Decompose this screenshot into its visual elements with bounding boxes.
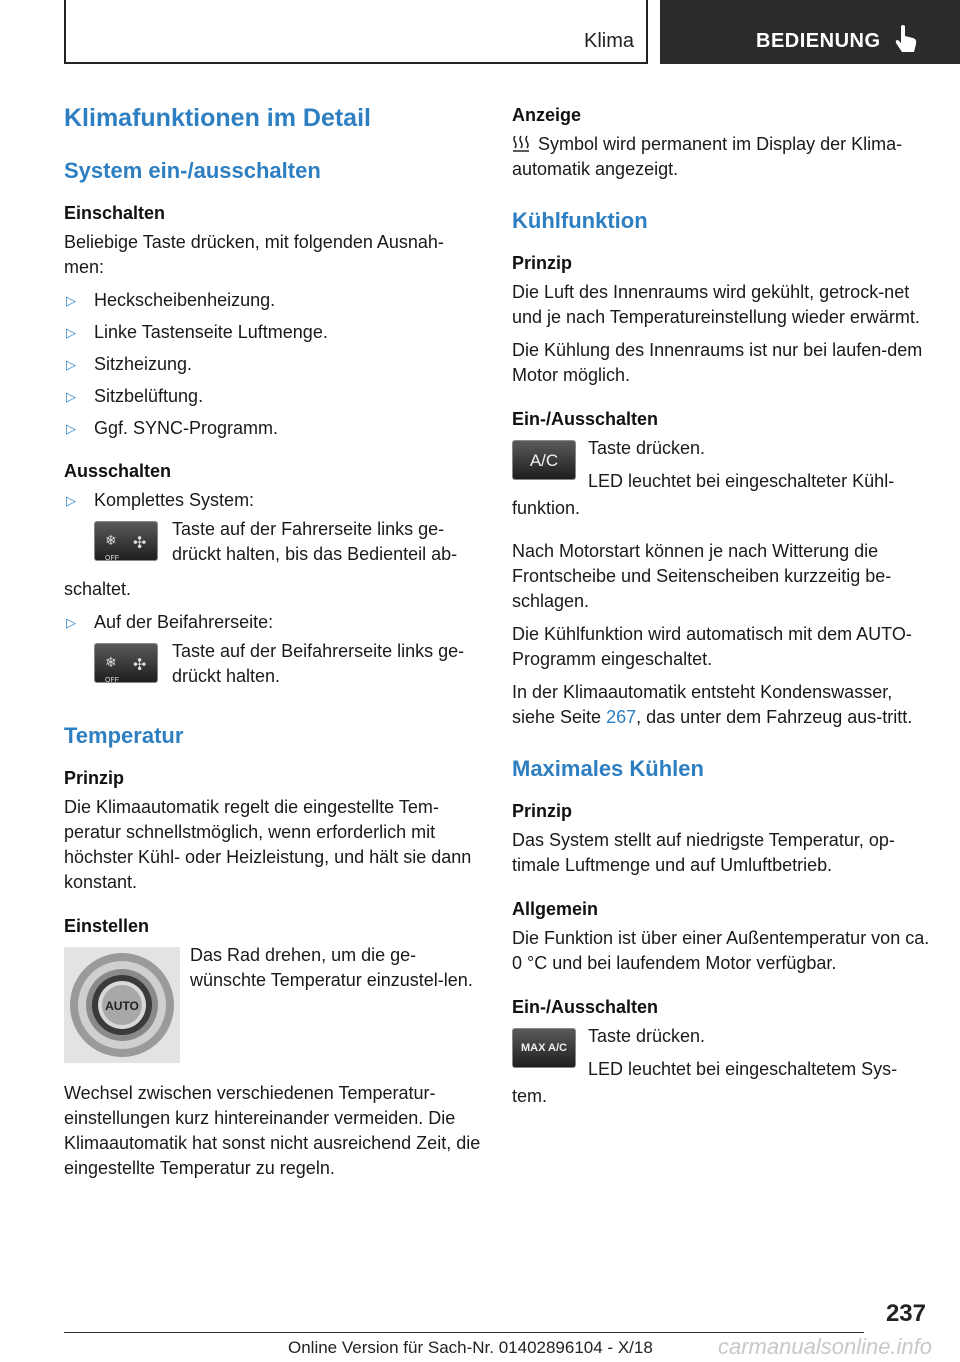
- section-heading-system: System ein-/ausschalten: [64, 158, 321, 183]
- subheading-ausschalten: Ausschalten: [64, 461, 172, 481]
- triangle-bullet-icon: ▷: [66, 615, 76, 630]
- list-item: ▷ Ggf. SYNC-Programm.: [64, 416, 482, 441]
- subheading-ein-ausschalten: Ein-/Ausschalten: [512, 409, 659, 429]
- max-ac-button-image: MAX A/C: [512, 1028, 576, 1068]
- off-icon: ❄: [105, 654, 117, 670]
- max-prinzip-text: Das System stellt auf niedrigste Temperatur, op-timale Luftmenge und auf Umluftbetrieb.: [512, 830, 895, 875]
- rotary-knob-icon: [64, 947, 180, 1063]
- off-fan-button-image: ❄ OFF ✣: [94, 643, 158, 683]
- ausschalten-list-2: [64, 610, 482, 697]
- ac-button-image: A/C: [512, 440, 576, 480]
- einstellen-text: Das Rad drehen, um die ge-wünschte Temperatur einzustel-len.: [190, 945, 473, 990]
- kuehl-prinzip-text-2: Die Kühlung des Innenraums ist nur bei laufen-dem Motor möglich.: [512, 340, 923, 385]
- subheading-ein-ausschalten: Ein-/Ausschalten: [512, 997, 659, 1017]
- page-link[interactable]: 267: [606, 707, 637, 727]
- off-fan-button-image: ❄ OFF ✣: [94, 521, 158, 561]
- list-item: ▷ Linke Tastenseite Luftmenge.: [64, 320, 482, 345]
- header-section-box: [64, 0, 648, 64]
- ausschalten-list: [64, 488, 482, 575]
- subheading-prinzip: Prinzip: [512, 801, 573, 821]
- ac-instruction: Taste drücken.: [588, 438, 706, 458]
- svg-text:AUTO: AUTO: [105, 999, 139, 1013]
- fan-icon: ✣: [133, 535, 147, 552]
- section-heading-kuehlfunktion: Kühlfunktion: [512, 208, 648, 233]
- list-item: ▷ Heckscheibenheizung.: [64, 288, 482, 313]
- header-section-title: Klima: [583, 30, 634, 52]
- motorstart-text: Nach Motorstart können je nach Witterung die Frontscheibe und Seitenscheiben kurzzeitig be-schlagen.: [512, 541, 892, 611]
- triangle-bullet-icon: ▷: [66, 325, 76, 340]
- max-ac-led-cont: tem.: [512, 1086, 548, 1106]
- fan-icon: ✣: [133, 657, 147, 674]
- subheading-einschalten: Einschalten: [64, 203, 166, 223]
- page-title: Klimafunktionen im Detail: [64, 104, 371, 132]
- max-ac-instruction: Taste drücken.: [588, 1026, 706, 1046]
- subheading-prinzip: Prinzip: [512, 253, 573, 273]
- subheading-prinzip: Prinzip: [64, 768, 125, 788]
- ac-led-cont: funktion.: [512, 498, 581, 518]
- section-heading-maximales-kuehlen: Maximales Kühlen: [512, 756, 704, 781]
- ac-led-text: LED leuchtet bei eingeschalteter Kühl-: [588, 471, 895, 491]
- air-conditioning-symbol-icon: [512, 134, 530, 152]
- triangle-bullet-icon: ▷: [66, 293, 76, 308]
- left-column: [64, 100, 482, 1189]
- triangle-bullet-icon: ▷: [66, 389, 76, 404]
- right-column: [512, 100, 932, 1117]
- footer-text: Online Version für Sach-Nr. 01402896104 - X/18: [288, 1338, 653, 1357]
- triangle-bullet-icon: ▷: [66, 421, 76, 436]
- header-chapter-label: BEDIENUNG: [756, 30, 881, 52]
- triangle-bullet-icon: ▷: [66, 357, 76, 372]
- ausschalten-fahrer-cont: schaltet.: [64, 579, 132, 599]
- header-chapter-tab: [660, 0, 960, 64]
- footer-divider: [64, 1332, 864, 1333]
- list-item: ▷ Sitzheizung.: [64, 352, 482, 377]
- anzeige-text: Symbol wird permanent im Display der Klima-automatik angezeigt.: [512, 134, 903, 179]
- auto-programm-text: Die Kühlfunktion wird automatisch mit dem AUTO-Programm eingeschaltet.: [512, 624, 912, 669]
- pointing-hand-icon: [894, 24, 920, 54]
- kuehl-prinzip-text-1: Die Luft des Innenraums wird gekühlt, getrock-net und je nach Temperatureinstellung wieder erwärmt.: [512, 282, 920, 327]
- temperatur-prinzip-text: Die Klimaautomatik regelt die eingestellte Tem-peratur schnellstmöglich, wenn erforderlich mit höchster Kühl- oder Heizleistung, und hält sie dann konstant.: [64, 797, 472, 892]
- triangle-bullet-icon: ▷: [66, 493, 76, 508]
- ausschalten-fahrer-text: Taste auf der Fahrerseite links ge-drückt halten, bis das Bedienteil ab-: [172, 519, 458, 564]
- wechsel-text: Wechsel zwischen verschiedenen Temperatur-einstellungen kurz hintereinander vermeiden. Die Klimaautomatik hat sonst nicht ausreichend Zeit, die eingestellte Temperatur zu regeln.: [64, 1083, 481, 1178]
- subheading-einstellen: Einstellen: [64, 916, 150, 936]
- kondenswasser-text: In der Klimaautomatik entsteht Kondenswasser, siehe Seite 267, das unter dem Fahrzeug aus-tritt.: [512, 682, 913, 727]
- list-item: ▷ Sitzbelüftung.: [64, 384, 482, 409]
- page-number: 237: [885, 1300, 926, 1327]
- list-item: ▷ Komplettes System: ❄ OFF ✣ Taste auf der Fahrerseite links ge-drückt halten, bis das Bedienteil ab-: [64, 488, 482, 575]
- watermark: carmanualsonline.info: [718, 1334, 933, 1359]
- max-ac-led-text: LED leuchtet bei eingeschaltetem Sys-: [588, 1059, 898, 1079]
- einschalten-text: Beliebige Taste drücken, mit folgenden Ausnah-men:: [64, 232, 444, 277]
- subheading-allgemein: Allgemein: [512, 899, 599, 919]
- section-heading-temperatur: Temperatur: [64, 723, 184, 748]
- allgemein-text: Die Funktion ist über einer Außentemperatur von ca. 0 °C und bei laufendem Motor verfügbar.: [512, 928, 930, 973]
- off-icon: ❄: [105, 532, 117, 548]
- einschalten-list: [64, 288, 482, 441]
- ausschalten-beifahrer-text: Taste auf der Beifahrerseite links ge-drückt halten.: [172, 641, 465, 686]
- temperature-knob-image: [64, 947, 180, 1063]
- subheading-anzeige: Anzeige: [512, 105, 582, 125]
- list-item: ▷ Auf der Beifahrerseite: ❄ OFF ✣ Taste auf der Beifahrerseite links ge-drückt halten.: [64, 610, 482, 697]
